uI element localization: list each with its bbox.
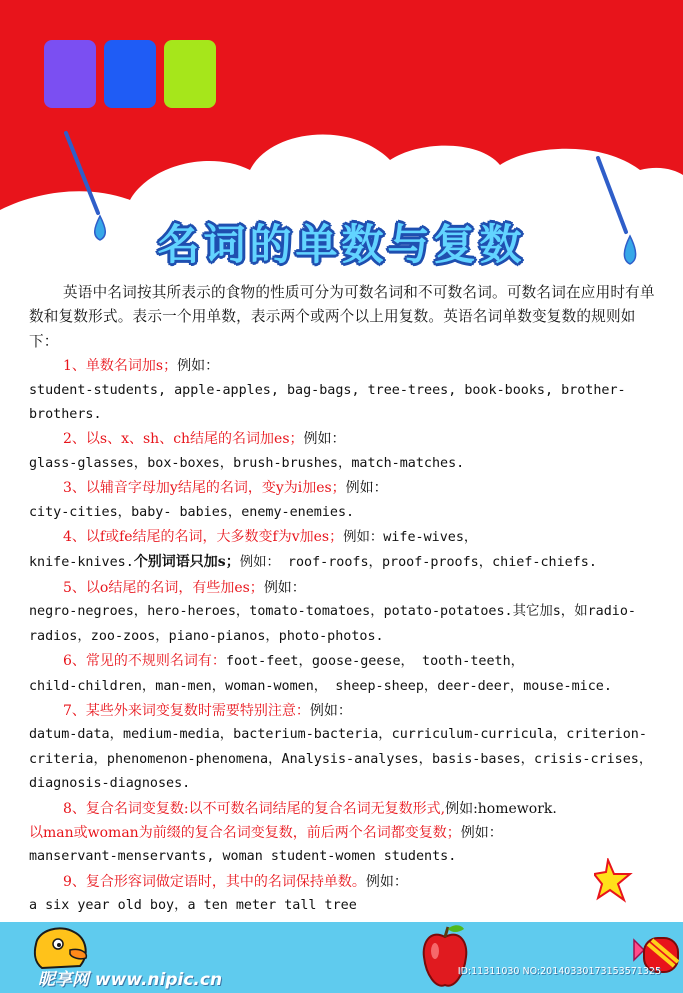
rule-1-title: 1、单数名词加s； bbox=[63, 358, 178, 375]
rule-9-examples: a six year old boy，a ten meter tall tree bbox=[29, 898, 357, 914]
rule-3-title: 3、以辅音字母加y结尾的名词，变y为i加es； bbox=[63, 480, 346, 497]
rule-5-examples: negro-negroes，hero-heroes，tomato-tomatoes，potato-potatoes.其它加s，如radio-radios，zoo-zoos，piano-pianos，photo-photos. bbox=[29, 604, 636, 644]
rule-3-eg: 例如： bbox=[345, 480, 388, 497]
rule-6-eg: foot-feet，goose-geese， tooth-teeth， bbox=[225, 654, 525, 670]
green-square bbox=[164, 40, 216, 108]
rule-6-heading bbox=[29, 649, 661, 674]
rule-1-heading bbox=[29, 354, 661, 378]
rule-6-title: 6、常见的不规则名词有： bbox=[63, 653, 226, 670]
watermark-logo: 昵享网 www.nipic.cn bbox=[38, 970, 223, 990]
rule-7-title: 7、某些外来词变复数时需要特别注意： bbox=[63, 702, 310, 719]
rule-2-eg: 例如： bbox=[303, 431, 346, 448]
rule-4-bold: 个别词语只加s； bbox=[133, 554, 240, 571]
rule-1-examples: student-students, apple-apples, bag-bags, tree-trees, book-books, brother-brothers. bbox=[29, 382, 626, 423]
rule-8-eg-2: 例如： bbox=[460, 824, 503, 841]
rule-7-heading bbox=[29, 699, 661, 723]
rule-8-title-2: 以man或woman为前缀的复合名词变复数，前后两个名词都变复数； bbox=[29, 824, 461, 841]
purple-square bbox=[44, 40, 96, 108]
rule-9-heading bbox=[29, 870, 661, 894]
rule-1-eg: 例如： bbox=[177, 358, 220, 375]
rule-5-eg: 例如： bbox=[263, 579, 306, 596]
rule-3-heading bbox=[29, 476, 661, 500]
page-title: 名词的单数与复数 bbox=[157, 220, 526, 269]
rule-8-examples: manservant-menservants, woman student-women students. bbox=[29, 849, 457, 865]
rule-5-title: 5、以o结尾的名词，有些加es； bbox=[63, 579, 264, 596]
candy-icon bbox=[630, 920, 683, 993]
rule-4-examples-a: knife-knives. bbox=[29, 555, 134, 571]
rule-8-heading bbox=[29, 797, 661, 821]
rule-8-subheading bbox=[29, 821, 661, 845]
rule-8-title: 8、复合名词变复数:以不可数名词结尾的复合名词无复数形式, bbox=[63, 800, 446, 817]
rule-4-eg: 例如：wife-wives， bbox=[343, 530, 478, 546]
intro-paragraph: 英语中名词按其所表示的食物的性质可分为可数名词和不可数名词。可数名词在应用时有单数和复数形式。表示一个用单数，表示两个或两个以上用复数。英语名词单数变复数的规则如下： bbox=[29, 284, 655, 350]
rule-5-heading bbox=[29, 576, 661, 600]
rule-4-examples-b: 例如： roof-roofs，proof-proofs，chief-chiefs. bbox=[239, 555, 597, 571]
rule-9-eg: 例如： bbox=[365, 873, 408, 890]
rule-9-title: 9、复合形容词做定语时，其中的名词保持单数。 bbox=[63, 873, 366, 890]
color-squares bbox=[44, 40, 216, 108]
rule-3-examples: city-cities，baby- babies，enemy-enemies. bbox=[29, 504, 355, 520]
rule-7-examples: datum-data，medium-media，bacterium-bacteria，curriculum-curricula，criterion-criteria，phenomenon-phenomena，Analysis-analyses，basis-bases，crisis-crises， diagnosis-diagnoses. bbox=[29, 727, 653, 792]
blue-square bbox=[104, 40, 156, 108]
watermark-id: ID:11311030 NO:20140330173153571325 bbox=[457, 966, 661, 977]
rule-4-title: 4、以f或fe结尾的名词，大多数变f为v加es； bbox=[63, 529, 344, 546]
rule-4-heading bbox=[29, 525, 661, 550]
rule-2-examples: glass-glasses，box-boxes，brush-brushes，match-matches. bbox=[29, 455, 465, 471]
apple-icon bbox=[420, 923, 470, 993]
rule-2-heading bbox=[29, 427, 661, 451]
star-icon bbox=[594, 858, 634, 904]
rule-2-title: 2、以s、x、sh、ch结尾的名词加es； bbox=[63, 431, 304, 448]
rule-8-eg: 例如:homework. bbox=[445, 800, 557, 817]
article-body bbox=[29, 281, 661, 919]
rule-6-examples: child-children，man-men，woman-women， sheep-sheep，deer-deer，mouse-mice. bbox=[29, 678, 612, 694]
rule-4-examples bbox=[29, 550, 661, 575]
rule-7-eg: 例如： bbox=[309, 702, 352, 719]
